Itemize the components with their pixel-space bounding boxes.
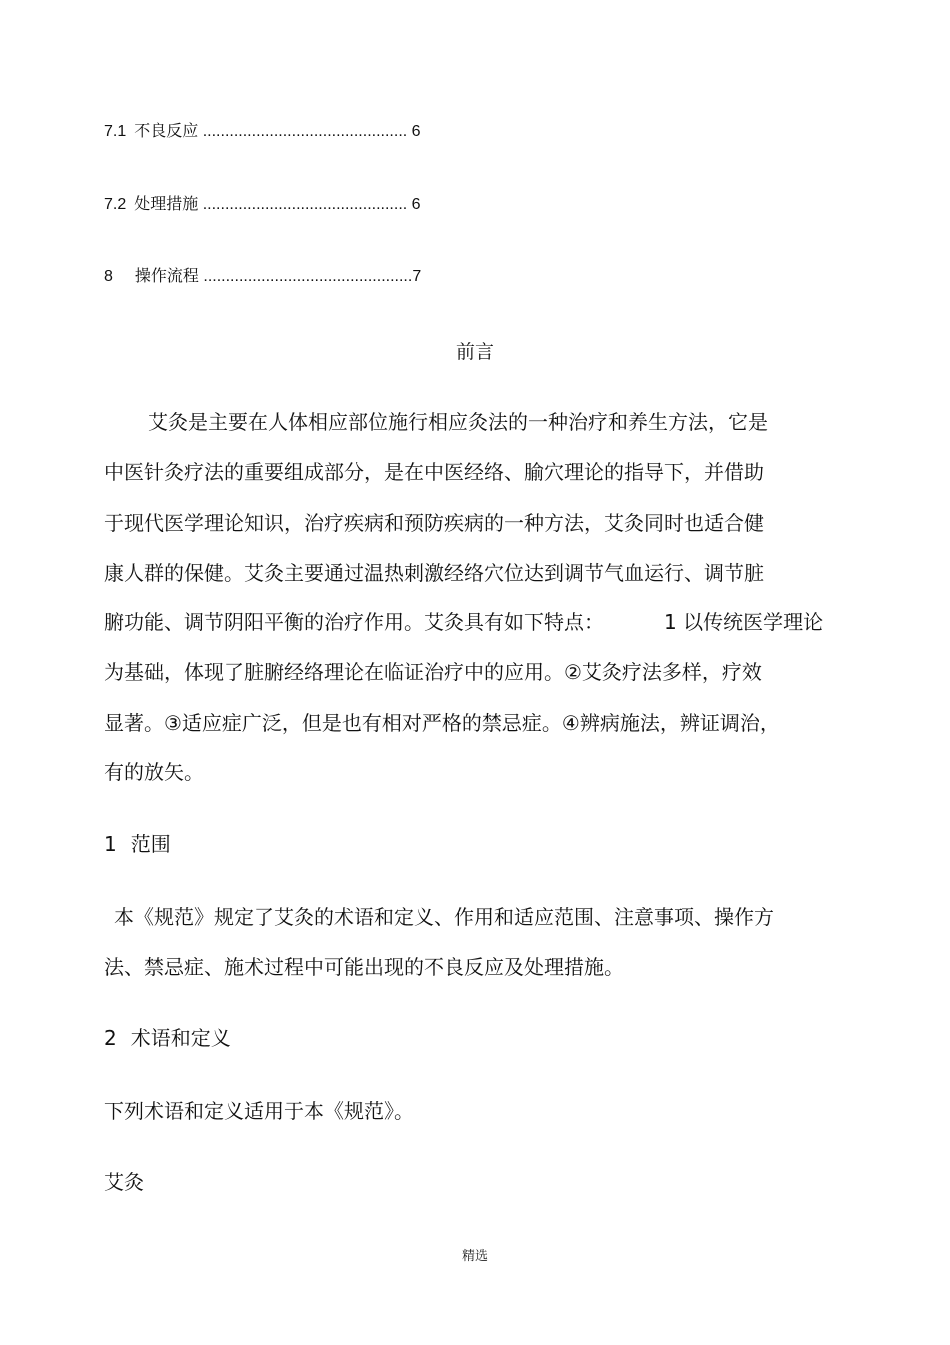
section-1-line: 本《规范》规定了艾灸的术语和定义、作用和适应范围、注意事项、操作方 xyxy=(114,905,774,929)
term-heading: 艾灸 xyxy=(104,1170,144,1194)
toc-leader-dots: .............................................. xyxy=(202,123,408,140)
section-title: 术语和定义 xyxy=(130,1026,231,1050)
preface-line: 显著。③适应症广泛，但是也有相对严格的禁忌症。④辨病施法，辨证调治， xyxy=(104,711,780,735)
toc-item-8[interactable] xyxy=(104,267,421,287)
preface-line: 为基础，体现了脏腑经络理论在临证治疗中的应用。②艾灸疗法多样，疗效 xyxy=(104,660,762,684)
toc-title: 处理措施 xyxy=(134,196,199,213)
toc-number: 7.1 xyxy=(104,123,127,140)
toc-title: 不良反应 xyxy=(134,123,199,140)
preface-line: 中医针灸疗法的重要组成部分，是在中医经络、腧穴理论的指导下，并借助 xyxy=(104,460,764,484)
preface-line: 康人群的保健。艾灸主要通过温热刺激经络穴位达到调节气血运行、调节脏 xyxy=(104,561,764,585)
section-2-heading xyxy=(104,1025,231,1051)
toc-title: 操作流程 xyxy=(134,268,199,285)
section-number: 1 xyxy=(104,832,117,856)
preface-line: 于现代医学理论知识，治疗疾病和预防疾病的一种方法，艾灸同时也适合健 xyxy=(104,511,764,535)
section-1-heading xyxy=(104,831,171,857)
toc-page-number: 7 xyxy=(412,268,422,285)
toc-item-7-1[interactable] xyxy=(104,122,421,142)
preface-line: 腑功能、调节阴阳平衡的治疗作用。艾灸具有如下特点： xyxy=(104,610,604,634)
toc-item-7-2[interactable] xyxy=(104,195,421,215)
toc-page-number: 6 xyxy=(411,123,421,140)
section-1-line: 法、禁忌症、施术过程中可能出现的不良反应及处理措施。 xyxy=(104,955,624,979)
section-number: 2 xyxy=(104,1026,117,1050)
preface-line: 艾灸是主要在人体相应部位施行相应灸法的一种治疗和养生方法，它是 xyxy=(148,410,768,434)
preface-line: 1 以传统医学理论 xyxy=(664,610,824,634)
page-footer: 精选 xyxy=(461,1249,488,1264)
toc-leader-dots: .............................................. xyxy=(202,196,408,213)
toc-number: 7.2 xyxy=(104,196,127,213)
section-title: 范围 xyxy=(130,832,171,856)
section-2-intro: 下列术语和定义适用于本《规范》。 xyxy=(104,1099,414,1123)
preface-title: 前言 xyxy=(455,341,494,363)
preface-line: 有的放矢。 xyxy=(104,760,204,784)
toc-number: 8 xyxy=(104,268,113,285)
toc-page-number: 6 xyxy=(411,196,421,213)
toc-leader-dots: ............................................... xyxy=(203,268,413,285)
